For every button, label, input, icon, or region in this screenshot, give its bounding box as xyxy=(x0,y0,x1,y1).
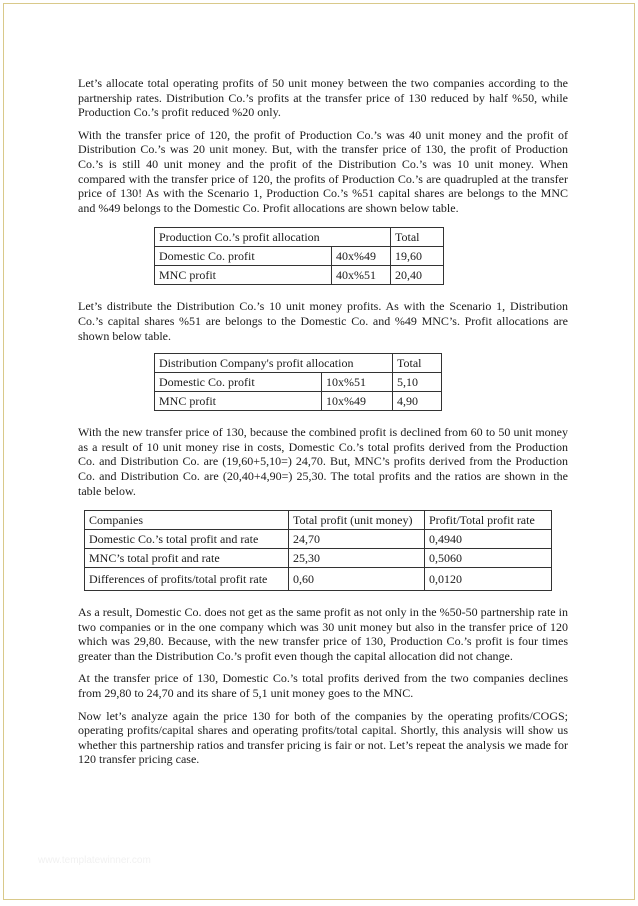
table-cell: 10x%51 xyxy=(322,373,393,392)
paragraph-4: With the new transfer price of 130, because the combined profit is declined from 60 to 50 unit money as a result of 10 unit money rise in costs, Domestic Co.’s total profits derived from the Production Co. and Distribution Co. are (19,60+5,10=) 24,70. But, MNC’s profits derived from the Production Co. and Distribution Co. are (20,40+4,90=) 25,30. The total profits and the ratios are shown in the table below. xyxy=(78,425,568,498)
paragraph-3: Let’s distribute the Distribution Co.’s 10 unit money profits. As with the Scenario 1, Distribution Co.’s capital shares %51 are belongs to the Domestic Co. and %49 MNC’s. Profit allocations are shown below table. xyxy=(78,299,568,343)
table-header-cell: Production Co.’s profit allocation xyxy=(155,228,391,247)
table-header-cell: Total profit (unit money) xyxy=(289,511,425,530)
table-cell: Domestic Co. profit xyxy=(155,247,332,266)
table-row xyxy=(155,247,444,266)
table-row xyxy=(85,568,552,591)
paragraph-5: As a result, Domestic Co. does not get as the same profit as not only in the %50-50 partnership rate in two companies or in the one company which was 30 unit money but also in the transfer price of 120 which was 29,80. Because, with the new transfer price of 130, Production Co.’s profit is four times greater than the Distribution Co.’s profit even though the capital allocation did not change. xyxy=(78,605,568,663)
table-cell: MNC’s total profit and rate xyxy=(85,549,289,568)
table-row xyxy=(85,549,552,568)
table-cell: MNC profit xyxy=(155,392,322,411)
table-row xyxy=(155,266,444,285)
table-cell: 25,30 xyxy=(289,549,425,568)
table-row xyxy=(155,354,442,373)
watermark-text: www.templatewinner.com xyxy=(38,855,151,866)
table-cell: 40x%49 xyxy=(332,247,391,266)
table-row xyxy=(155,228,444,247)
table-cell: 10x%49 xyxy=(322,392,393,411)
table-cell: 40x%51 xyxy=(332,266,391,285)
table-cell: 0,5060 xyxy=(425,549,552,568)
table-cell: 4,90 xyxy=(393,392,442,411)
distribution-profit-allocation-table xyxy=(154,353,442,411)
table-header-cell: Companies xyxy=(85,511,289,530)
table-cell: 0,60 xyxy=(289,568,425,591)
paragraph-2: With the transfer price of 120, the profit of Production Co.’s was 40 unit money and the profit of Distribution Co.’s was 20 unit money. But, with the transfer price of 130, the profit of Production Co.’s is still 40 unit money and the profit of the Distribution Co.’s was 10 unit money. When compared with the transfer price of 120, the profits of Production Co.’s are quadrupled at the transfer price of 130! As with the Scenario 1, Production Co.’s %51 capital shares are belongs to the MNC and %49 belongs to the Domestic Co. Profit allocations are shown below table. xyxy=(78,127,568,215)
table-row xyxy=(85,511,552,530)
table-cell: 0,4940 xyxy=(425,530,552,549)
document-body xyxy=(78,76,568,767)
table-header-cell: Distribution Company's profit allocation xyxy=(155,354,393,373)
table-cell: 19,60 xyxy=(391,247,444,266)
paragraph-7: Now let’s analyze again the price 130 for both of the companies by the operating profits/COGS; operating profits/capital shares and operating profits/total capital. Shortly, this analysis will show us whether this partnership ratios and transfer pricing is fair or not. Let’s repeat the analysis we made for 120 transfer pricing case. xyxy=(78,708,568,767)
table-cell: 0,0120 xyxy=(425,568,552,591)
table-cell: 20,40 xyxy=(391,266,444,285)
paragraph-1: Let’s allocate total operating profits of 50 unit money between the two companies according to the partnership rates. Distribution Co.’s profits at the transfer price of 130 reduced by half %50, while Production Co.’s profit reduced %20 only. xyxy=(78,76,568,120)
table-header-cell: Total xyxy=(393,354,442,373)
table-cell: Differences of profits/total profit rate xyxy=(85,568,289,591)
table-row xyxy=(155,392,442,411)
production-profit-allocation-table xyxy=(154,227,444,285)
table-cell: MNC profit xyxy=(155,266,332,285)
table-row xyxy=(155,373,442,392)
table-row xyxy=(85,530,552,549)
table-header-cell: Profit/Total profit rate xyxy=(425,511,552,530)
table-cell: 5,10 xyxy=(393,373,442,392)
table-cell: Domestic Co.’s total profit and rate xyxy=(85,530,289,549)
table-cell: Domestic Co. profit xyxy=(155,373,322,392)
total-profit-comparison-table xyxy=(84,510,552,591)
page-frame xyxy=(3,3,635,900)
table-cell: 24,70 xyxy=(289,530,425,549)
paragraph-6: At the transfer price of 130, Domestic Co.’s total profits derived from the two companies declines from 29,80 to 24,70 and its share of 5,1 unit money goes to the MNC. xyxy=(78,671,568,701)
table-header-cell: Total xyxy=(391,228,444,247)
